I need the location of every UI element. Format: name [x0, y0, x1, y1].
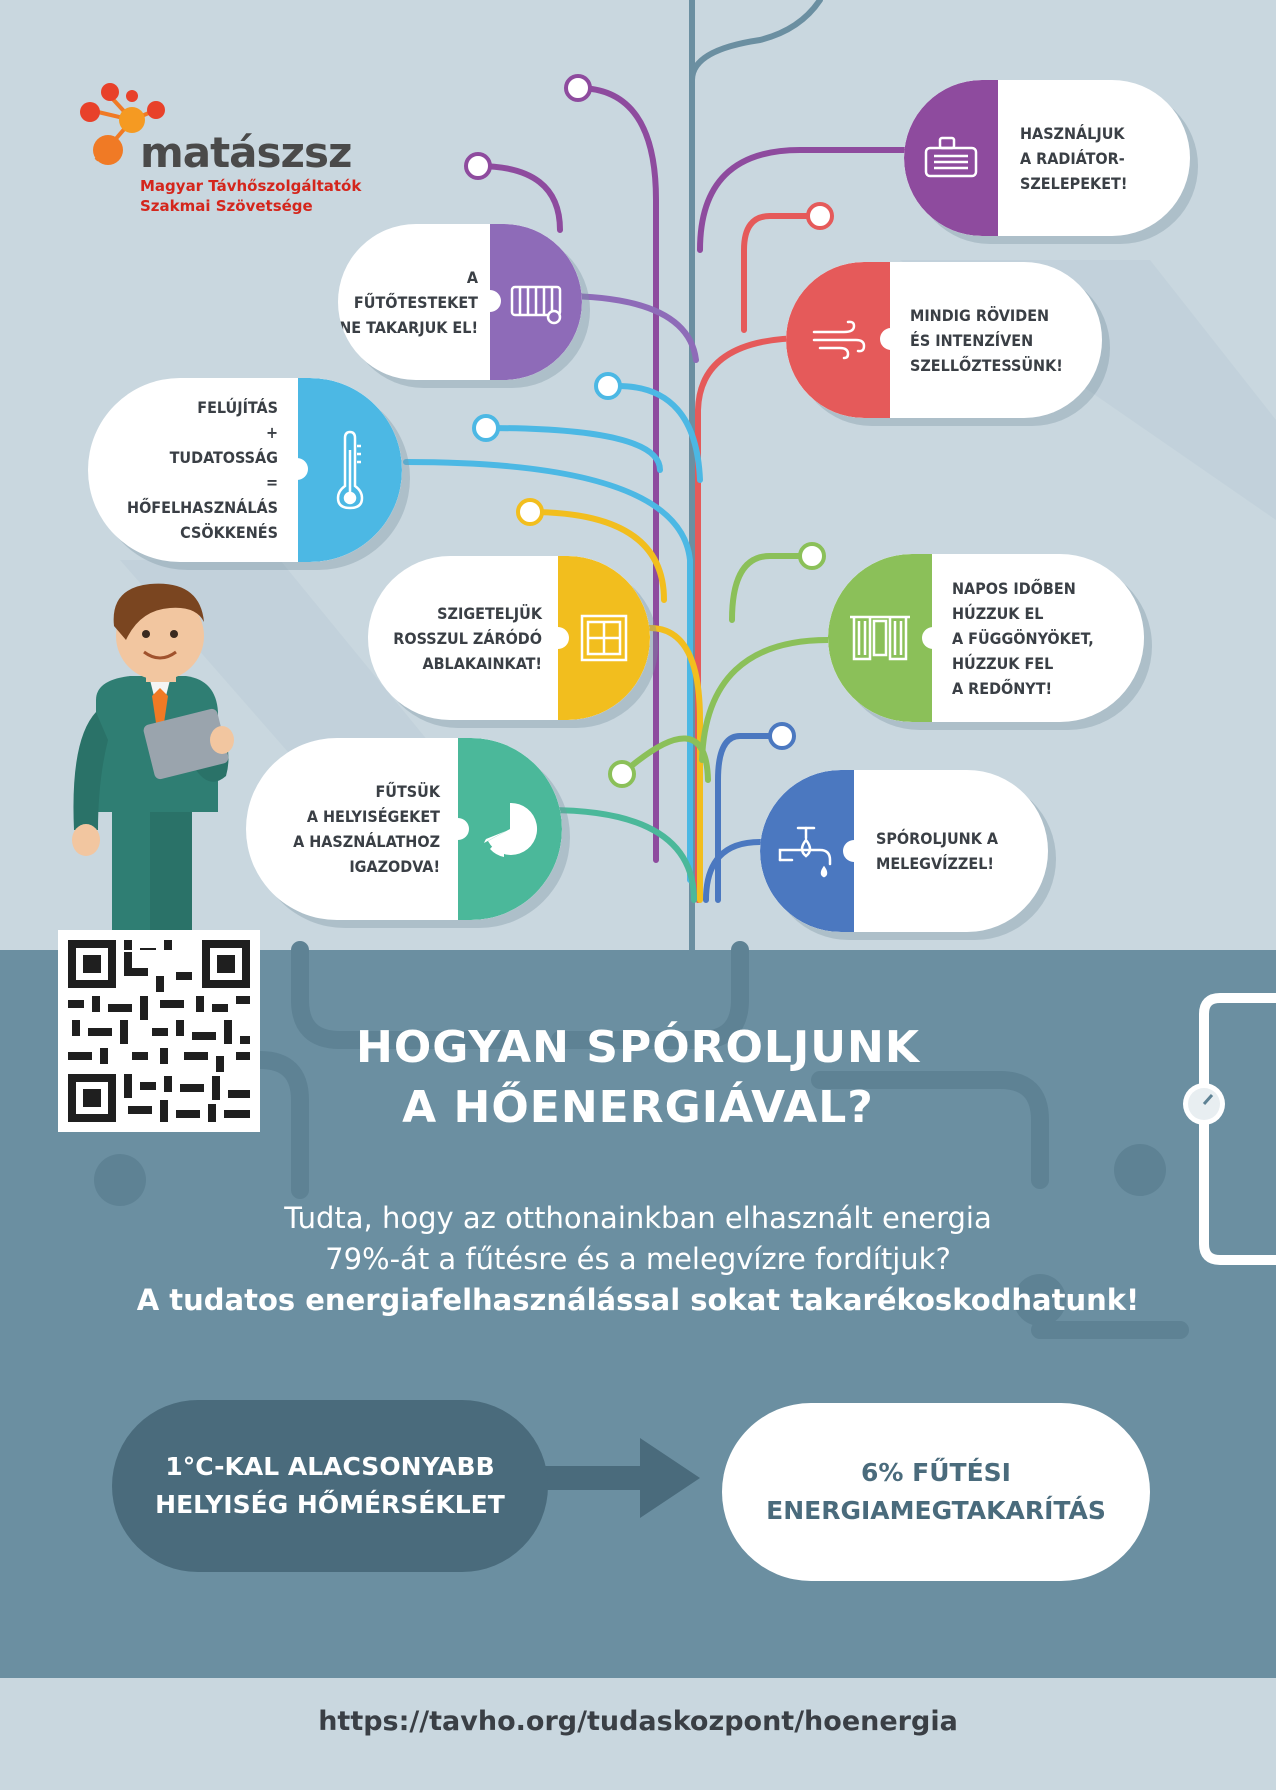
tip-line: CSÖKKENÉS: [180, 523, 278, 542]
tip-line: A HASZNÁLATHOZ: [293, 832, 440, 851]
tip-line: ABLAKAINKAT!: [422, 653, 542, 673]
intro-text: [0, 1198, 1276, 1321]
tip-text: [393, 556, 542, 720]
effect-pill: [722, 1403, 1150, 1581]
url-link[interactable]: https://tavho.org/tudaskozpont/hoenergia: [318, 1706, 958, 1737]
tip-line: IGAZODVA!: [349, 857, 440, 876]
cause-line: HELYISÉG HŐMÉRSÉKLET: [155, 1490, 505, 1519]
tip-text: [293, 738, 440, 920]
tip-line: NAPOS IDŐBEN: [952, 578, 1076, 598]
connector-dot: [922, 627, 944, 649]
tip-insulate-windows: [368, 556, 650, 720]
tip-line: SZELEPEKET!: [1020, 173, 1128, 193]
intro-line: 79%-át a fűtésre és a melegvízre fordítjuk?: [325, 1242, 951, 1276]
tip-line: SZELLŐZTESSÜNK!: [910, 355, 1063, 375]
tip-line: NE TAKARJUK EL!: [339, 317, 478, 337]
tip-line: A RADIÁTOR-: [1020, 148, 1125, 168]
connector-dot: [843, 840, 865, 862]
tip-line: HÚZZUK EL: [952, 603, 1044, 623]
tip-line: HASZNÁLJUK: [1020, 123, 1125, 143]
tip-line: +: [265, 423, 278, 442]
effect-line: ENERGIAMEGTAKARÍTÁS: [766, 1496, 1106, 1525]
tip-line: SZIGETELJÜK: [437, 603, 542, 623]
tip-text: [952, 554, 1094, 722]
tip-awareness: [88, 378, 402, 562]
logo-name: matászsz: [140, 128, 352, 177]
tip-curtains: [828, 554, 1144, 722]
headline-line: A HŐENERGIÁVAL?: [402, 1082, 874, 1133]
tip-line: TUDATOSSÁG: [169, 448, 278, 467]
effect-line: 6% FŰTÉSI: [861, 1458, 1011, 1487]
tip-line: =: [265, 473, 278, 492]
tip-text: [338, 224, 478, 380]
tip-save-hot-water: [760, 770, 1048, 932]
tip-line: A FÜGGÖNYÖKET,: [952, 628, 1094, 648]
tip-line: A FŰTŐTESTEKET: [353, 267, 478, 312]
tip-line: A REDŐNYT!: [952, 678, 1053, 698]
connector-dot: [479, 290, 501, 312]
tip-line: SPÓROLJUNK A: [876, 829, 999, 848]
tip-text: [1020, 80, 1127, 236]
logo-subtitle: Magyar Távhőszolgáltatók Szakmai Szövetsége: [140, 177, 362, 215]
tip-text: [127, 378, 278, 562]
tip-line: MELEGVÍZZEL!: [876, 854, 994, 873]
tip-line: HŐFELHASZNÁLÁS: [127, 498, 278, 517]
tip-text: [876, 770, 998, 932]
tip-heat-rooms: [246, 738, 562, 920]
headline: [0, 1018, 1276, 1138]
connector-dot: [547, 627, 569, 649]
cause-pill: [112, 1400, 548, 1572]
tip-radiator-valve: [904, 80, 1190, 236]
cause-line: 1°C-KAL ALACSONYABB: [165, 1452, 495, 1481]
tip-line: FELÚJÍTÁS: [197, 398, 278, 417]
tip-line: A HELYISÉGEKET: [306, 807, 440, 826]
tip-ventilate: [786, 262, 1102, 418]
headline-line: HOGYAN SPÓROLJUNK: [356, 1022, 920, 1073]
tip-uncover-radiators: [338, 224, 582, 380]
connector-dot: [286, 458, 308, 480]
connector-dot: [880, 328, 902, 350]
connector-dot: [447, 818, 469, 840]
tip-line: ROSSZUL ZÁRÓDÓ: [393, 628, 542, 648]
tip-line: MINDIG RÖVIDEN: [910, 305, 1050, 325]
tip-line: HÚZZUK FEL: [952, 653, 1054, 673]
intro-line: Tudta, hogy az otthonainkban elhasznált energia: [284, 1201, 992, 1235]
intro-bold-line: A tudatos energiafelhasználással sokat takarékoskodhatunk!: [136, 1283, 1140, 1317]
tip-text: [910, 262, 1063, 418]
tip-line: FŰTSÜK: [375, 782, 440, 801]
tip-line: ÉS INTENZÍVEN: [910, 330, 1034, 350]
